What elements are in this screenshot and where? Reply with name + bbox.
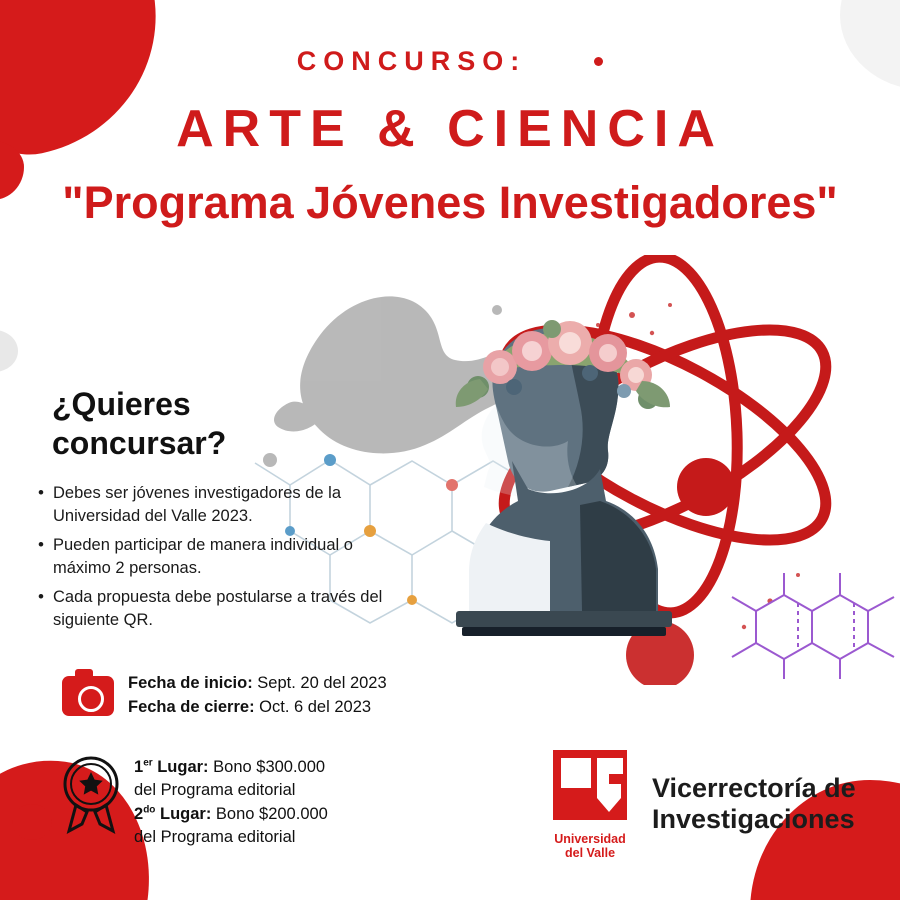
- prize-row-first: [134, 756, 328, 779]
- univalle-logo: [548, 748, 632, 861]
- prize-row-second: [134, 803, 328, 826]
- kicker-label: CONCURSO:: [296, 46, 527, 76]
- hexagon-molecule-icon: [732, 573, 894, 679]
- start-date-label: Fecha de inicio:: [128, 674, 253, 692]
- list-item: • Pueden participar de manera individual o máximo 2 personas.: [38, 534, 393, 581]
- logo-block: [548, 748, 856, 861]
- poster-header: [0, 46, 900, 229]
- kicker-text: [0, 46, 900, 77]
- prize-label-1: Lugar:: [152, 758, 209, 776]
- univalle-mark-icon: [551, 748, 629, 822]
- question-line-1: ¿Quieres: [52, 386, 191, 422]
- start-date-row: [128, 672, 387, 696]
- requirements-list: [38, 482, 393, 638]
- prize-detail-2: del Programa editorial: [134, 828, 296, 847]
- univalle-name-line-1: Universidad: [554, 832, 626, 846]
- question-heading: [52, 385, 352, 463]
- question-line-2: concursar?: [52, 425, 227, 462]
- end-date-value: Oct. 6 del 2023: [259, 697, 372, 716]
- page-subtitle: "Programa Jóvenes Investigadores": [62, 177, 838, 228]
- univalle-name: [548, 832, 632, 861]
- dot-icon: [594, 57, 603, 66]
- page-title: ARTE & CIENCIA: [176, 100, 724, 158]
- camera-icon: [62, 676, 114, 716]
- office-name: [652, 773, 856, 837]
- univalle-name-line-2: del Valle: [564, 846, 616, 861]
- prize-detail-1: del Programa editorial: [134, 781, 296, 800]
- list-item: • Cada propuesta debe postularse a través del siguiente QR.: [38, 586, 393, 633]
- office-line-2: Investigaciones: [652, 804, 855, 835]
- prize-amount-2: Bono $200.000: [211, 804, 328, 823]
- atom-nucleus-icon: [677, 458, 735, 516]
- end-date-label: Fecha de cierre:: [128, 697, 255, 716]
- prize-label-2: Lugar:: [155, 804, 212, 823]
- decorative-blob-left-grey: [0, 330, 18, 372]
- start-date-value: Sept. 20 del 2023: [257, 674, 387, 692]
- prize-ordinal-1: er: [143, 757, 153, 769]
- prize-place-2: 2: [134, 804, 144, 823]
- end-date-row: [128, 696, 387, 720]
- prize-place-1: 1: [134, 758, 144, 776]
- medal-icon: [60, 754, 122, 834]
- prizes-block: [60, 752, 328, 850]
- prize-amount-1: Bono $300.000: [208, 758, 326, 776]
- list-item: • Debes ser jóvenes investigadores de la Universidad del Valle 2023.: [38, 482, 393, 529]
- dates-text: [128, 672, 387, 720]
- prizes-text: [134, 752, 328, 850]
- prize-ordinal-2: do: [143, 804, 156, 816]
- dates-block: [62, 672, 387, 720]
- decorative-blob-bottom-left-small: [12, 804, 52, 840]
- office-line-1: Vicerrectoría de: [652, 772, 856, 803]
